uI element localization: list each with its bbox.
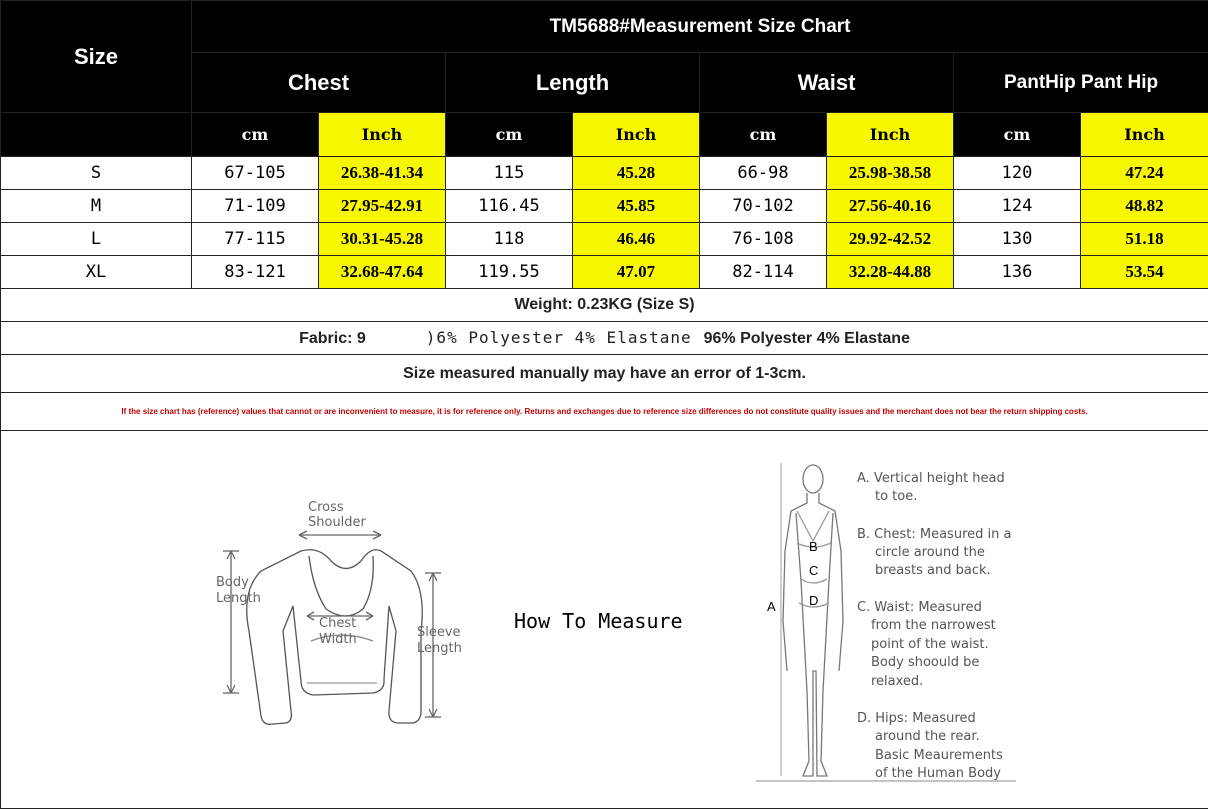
value-cell: 118 — [446, 223, 573, 256]
value-cell: 66-98 — [700, 157, 827, 190]
illustration-cell — [1, 431, 1208, 809]
marker-a: A — [767, 599, 776, 614]
table-row — [1, 190, 1208, 223]
size-cell: M — [1, 190, 192, 223]
value-cell: 115 — [446, 157, 573, 190]
group-header-waist — [700, 53, 954, 113]
chest-width-label: Chest — [319, 616, 356, 631]
value-cell: 76-108 — [700, 223, 827, 256]
size-cell: S — [1, 157, 192, 190]
unit-header: Inch — [1081, 113, 1208, 157]
sleeve-length-label: Length — [417, 641, 462, 656]
value-cell: 116.45 — [446, 190, 573, 223]
unit-header: Inch — [573, 113, 700, 157]
value-cell: 27.95-42.91 — [319, 190, 446, 223]
value-cell: 30.31-45.28 — [319, 223, 446, 256]
group-header-length — [446, 53, 700, 113]
group-label: PantHip Pant Hip — [1004, 72, 1158, 93]
chart-title-label: TM5688#Measurement Size Chart — [550, 16, 851, 37]
cross-shoulder-label: Shoulder — [308, 515, 367, 530]
weight-note: Weight: 0.23KG (Size S) — [1, 289, 1208, 322]
value-cell: 119.55 — [446, 256, 573, 289]
value-cell: 48.82 — [1081, 190, 1208, 223]
instruction-line: B. Chest: Measured in a — [857, 527, 1011, 542]
value-cell: 26.38-41.34 — [319, 157, 446, 190]
unit-header: Inch — [319, 113, 446, 157]
value-cell: 83-121 — [192, 256, 319, 289]
table-row — [1, 256, 1208, 289]
value-cell: 47.07 — [573, 256, 700, 289]
value-cell: 82-114 — [700, 256, 827, 289]
unit-header: cm — [446, 113, 573, 157]
chest-width-label: Width — [319, 632, 357, 647]
size-header-label: Size — [74, 44, 118, 69]
value-cell: 32.28-44.88 — [827, 256, 954, 289]
instruction-line: A. Vertical height head — [857, 471, 1005, 486]
value-cell: 77-115 — [192, 223, 319, 256]
instruction-line: around the rear. — [875, 729, 980, 744]
unit-header: cm — [192, 113, 319, 157]
value-cell: 120 — [954, 157, 1081, 190]
measurement-illustration — [1, 431, 1207, 807]
instruction-line: D. Hips: Measured — [857, 711, 976, 726]
table-row — [1, 157, 1208, 190]
marker-c: C — [809, 563, 818, 578]
unit-row-spacer — [1, 113, 192, 157]
value-cell: 71-109 — [192, 190, 319, 223]
instruction-line: Body shoould be — [871, 655, 979, 670]
value-cell: 124 — [954, 190, 1081, 223]
marker-b: B — [809, 539, 818, 554]
unit-header: cm — [700, 113, 827, 157]
size-cell: L — [1, 223, 192, 256]
group-label: Length — [536, 70, 609, 95]
fabric-note — [1, 322, 1208, 355]
size-header — [1, 1, 192, 113]
group-header-chest — [192, 53, 446, 113]
error-note: Size measured manually may have an error of 1-3cm. — [1, 355, 1208, 393]
value-cell: 67-105 — [192, 157, 319, 190]
chart-title — [192, 1, 1208, 53]
value-cell: 136 — [954, 256, 1081, 289]
unit-header: Inch — [827, 113, 954, 157]
fabric-prefix: Fabric: 9 — [299, 330, 366, 347]
body-length-label: Length — [216, 591, 261, 606]
instruction-line: from the narrowest — [871, 618, 996, 633]
table-row — [1, 223, 1208, 256]
instruction-line: of the Human Body — [875, 766, 1001, 781]
instruction-line: point of the waist. — [871, 637, 989, 652]
value-cell: 45.85 — [573, 190, 700, 223]
value-cell: 29.92-42.52 — [827, 223, 954, 256]
instruction-line: circle around the — [875, 545, 985, 560]
unit-header: cm — [954, 113, 1081, 157]
value-cell: 27.56-40.16 — [827, 190, 954, 223]
sleeve-length-label: Sleeve — [417, 625, 461, 640]
cross-shoulder-label: Cross — [308, 500, 344, 515]
disclaimer-note: If the size chart has (reference) values that cannot or are inconvenient to measure, it is for reference only. Returns and exchanges due to reference size differences do not constitute quality issues and the merchant does not bear the return shipping costs. — [1, 393, 1208, 431]
value-cell: 53.54 — [1081, 256, 1208, 289]
instruction-line: breasts and back. — [875, 563, 991, 578]
group-label: Waist — [798, 70, 856, 95]
value-cell: 47.24 — [1081, 157, 1208, 190]
value-cell: 32.68-47.64 — [319, 256, 446, 289]
group-label: Chest — [288, 70, 349, 95]
value-cell: 51.18 — [1081, 223, 1208, 256]
fabric-mono-text: )6% Polyester 4% Elastane — [426, 328, 692, 347]
marker-d: D — [809, 593, 818, 608]
body-length-label: Body — [216, 575, 249, 590]
instruction-line: to toe. — [875, 489, 917, 504]
instruction-line: C. Waist: Measured — [857, 600, 982, 615]
value-cell: 25.98-38.58 — [827, 157, 954, 190]
value-cell: 45.28 — [573, 157, 700, 190]
instruction-line: relaxed. — [871, 674, 923, 689]
value-cell: 70-102 — [700, 190, 827, 223]
size-cell: XL — [1, 256, 192, 289]
how-to-measure-title: How To Measure — [514, 609, 683, 633]
instruction-line: Basic Meaurements — [875, 748, 1003, 763]
value-cell: 130 — [954, 223, 1081, 256]
value-cell: 46.46 — [573, 223, 700, 256]
group-header-hip — [954, 53, 1208, 113]
fabric-text: 96% Polyester 4% Elastane — [704, 330, 910, 347]
